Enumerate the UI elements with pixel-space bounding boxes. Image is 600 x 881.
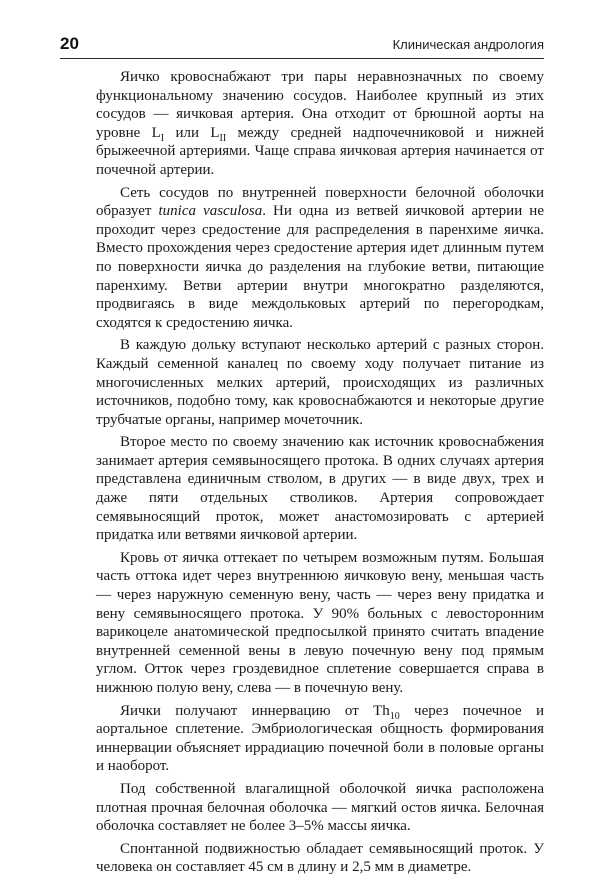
page-number: 20 xyxy=(60,34,79,53)
paragraph-text: между средней надпочечниковой и нижней брыжеечной артериями. Чаще справа яичковая артерия начинается от почечной артерии. xyxy=(96,124,544,178)
paragraph-text: через почечное и аортальное сплетение. Эмбриологическая общность формирования иннервации объясняет иррадиацию почечной боли в половые органы и наоборот. xyxy=(96,702,544,775)
paragraph-text: Яички получают иннервацию от Th xyxy=(120,702,390,719)
paragraph-venous-outflow: Кровь от яичка оттекает по четырем возможным путям. Большая часть оттока идет через внутреннюю яичковую вену, меньшая часть — через наружную семенную вену, часть — через вену придатка и вену семявыносящего протока. У 90% больных с левосторонним варикоцеле анатомической предпосылкой принято считать впадение внутренней семенной вены в левую почечную вену под прямым углом. Отток через гроздевидное сплетение совершается справа в нижнюю полую вену, слева — в почечную вену. xyxy=(96,549,544,696)
paragraph-text: или L xyxy=(164,124,220,141)
running-head xyxy=(60,34,544,59)
body-text xyxy=(96,68,544,881)
paragraph-text: Яичко кровоснабжают три пары неравнозначных по своему функциональному значению сосудов. Наиболее крупный из этих сосудов — яичковая артерия. Она отходит от брюшной аорты на уровне L xyxy=(96,69,544,141)
subscript: I xyxy=(160,132,165,144)
paragraph-text: . Ни одна из ветвей яичковой артерии не проходит через средостение для распределения в паренхиме яичка. Вместо прохождения через средостение артерия идет длинным путем по поверхности яичка до разделения на глубокие ветви, питающие паренхиму. Ветви артерии внутри многократно разделяются, продвигаясь в виде междольковых артерий по перегородкам, сходятся к средостению яичка. xyxy=(96,203,544,331)
latin-term: tunica vasculosa xyxy=(158,203,263,220)
paragraph-duct-artery: Второе место по своему значению как источник кровоснабжения занимает артерия семявыносящего протока. В одних случаях артерия представлена единичным стволом, в других — в виде двух, трех и даже пяти отдельных стволиков. Артерия сопровождает семявыносящий проток, может анастомозировать с артерией придатка или ветвями яичковой артерии. xyxy=(96,434,544,544)
subscript: 10 xyxy=(389,710,400,722)
paragraph-tunica-albuginea: Под собственной влагалищной оболочкой яичка расположена плотная прочная белочная оболочка — мягкий остов яичка. Белочная оболочка составляет не более 3–5% массы яичка. xyxy=(96,780,544,835)
paragraph-text: Сеть сосудов по внутренней поверхности белочной оболочки образует xyxy=(96,184,544,220)
paragraph-tunica-vasculosa xyxy=(96,184,544,333)
subscript: II xyxy=(219,132,227,144)
running-title: Клиническая андрология xyxy=(392,37,544,52)
paragraph-vas-deferens: Спонтанной подвижностью обладает семявыносящий проток. У человека он составляет 45 см в длину и 2,5 мм в диаметре. xyxy=(96,840,544,876)
paragraph-innervation xyxy=(96,702,544,776)
paragraph-lobule-arteries: В каждую дольку вступают несколько артерий с разных сторон. Каждый семенной каналец по своему ходу получает питание из многочисленных мелких артерий, происходящих из различных источников, подобно тому, как кровоснабжаются и некоторые другие трубчатые органы, например мочеточник. xyxy=(96,337,544,428)
paragraph-blood-supply xyxy=(96,68,544,180)
